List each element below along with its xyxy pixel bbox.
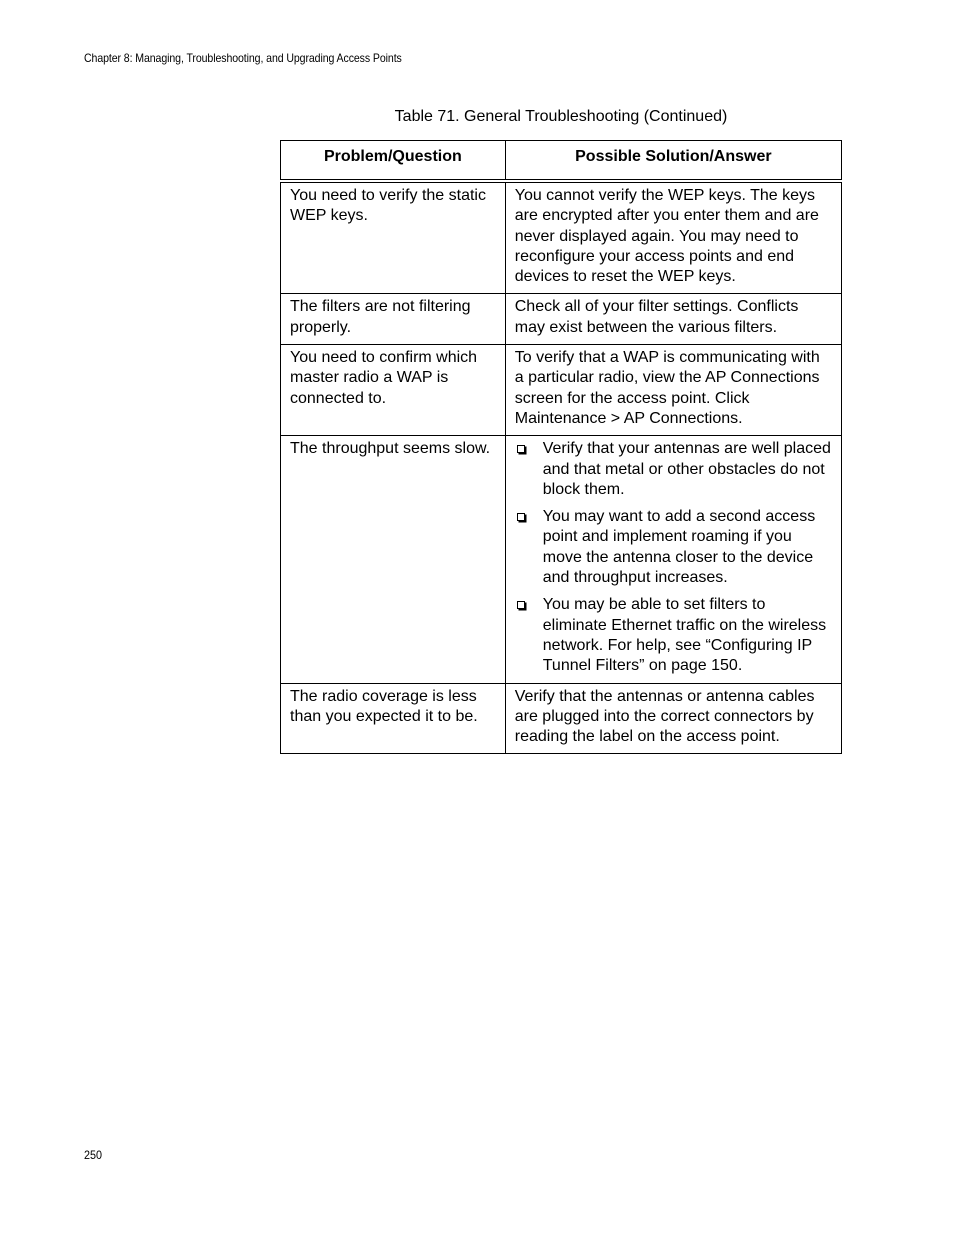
checkbox-bullet-icon	[517, 513, 525, 521]
column-header-problem: Problem/Question	[281, 141, 506, 182]
page-number: 250	[84, 1148, 103, 1162]
solution-bullet-list	[515, 439, 832, 676]
problem-cell: The radio coverage is less than you expected it to be.	[281, 683, 506, 754]
table-row	[281, 294, 842, 345]
bullet-text: You may want to add a second access point and implement roaming if you move the antenna closer to the device and throughput increases.	[542, 508, 816, 587]
troubleshooting-table	[280, 140, 842, 754]
list-item	[515, 439, 832, 500]
solution-cell: To verify that a WAP is communicating with a particular radio, view the AP Connections screen for the access point. Click Maintenance > AP Connections.	[505, 345, 841, 436]
solution-cell	[505, 436, 841, 683]
solution-cell: Verify that the antennas or antenna cables are plugged into the correct connectors by reading the label on the access point.	[505, 683, 841, 754]
running-header: Chapter 8: Managing, Troubleshooting, and Upgrading Access Points	[84, 51, 402, 65]
problem-cell: The throughput seems slow.	[281, 436, 506, 683]
table-header-row	[281, 141, 842, 182]
table-caption: Table 71. General Troubleshooting (Continued)	[394, 108, 728, 125]
solution-cell: Check all of your filter settings. Conflicts may exist between the various filters.	[505, 294, 841, 345]
checkbox-bullet-icon	[517, 601, 525, 609]
list-item	[515, 507, 832, 588]
column-header-solution: Possible Solution/Answer	[505, 141, 841, 182]
table-row	[281, 345, 842, 436]
table-row	[281, 683, 842, 754]
problem-cell: The filters are not filtering properly.	[281, 294, 506, 345]
bullet-text: You may be able to set filters to eliminate Ethernet traffic on the wireless network. For help, see “Configuring IP Tunnel Filters” on page 150.	[542, 596, 827, 675]
table-row	[281, 436, 842, 683]
problem-cell: You need to verify the static WEP keys.	[281, 181, 506, 294]
bullet-text: Verify that your antennas are well placed and that metal or other obstacles do not block them.	[542, 440, 831, 498]
list-item	[515, 595, 832, 676]
table-row	[281, 181, 842, 294]
problem-cell: You need to confirm which master radio a WAP is connected to.	[281, 345, 506, 436]
checkbox-bullet-icon	[517, 445, 525, 453]
solution-cell: You cannot verify the WEP keys. The keys are encrypted after you enter them and are never displayed again. You may need to reconfigure your access points and end devices to reset the WEP keys.	[505, 181, 841, 294]
